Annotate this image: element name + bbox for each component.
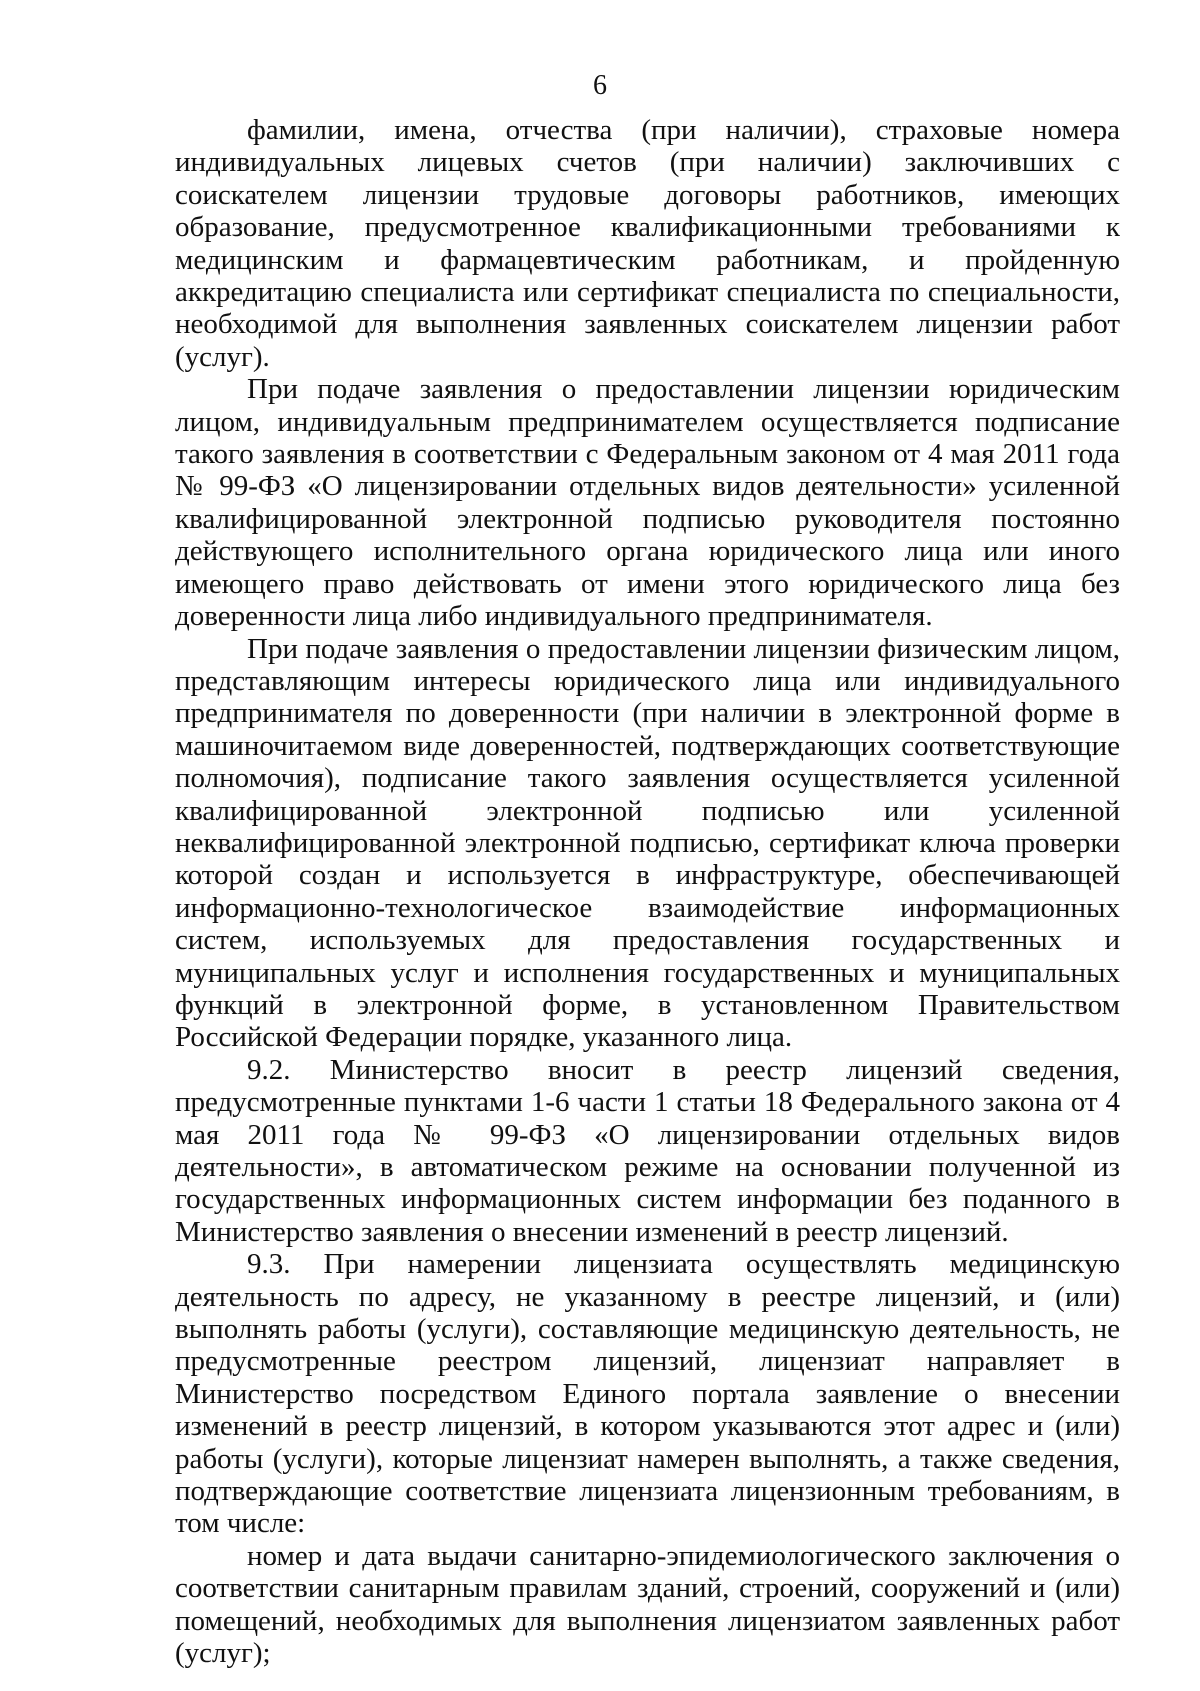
paragraph-representative-signature: При подаче заявления о предоставлении лицензии физическим лицом, представляющим интересы юридического лица или индивидуального предпринимателя по доверенности (при наличии в электронной форме в машиночитаемом виде доверенностей, подтверждающих соответствующие полномочия), подписание такого заявления осуществляется усиленной квалифицированной электронной подписью или усиленной неквалифицированной электронной подписью, сертификат ключа проверки которой создан и используется в инфраструктуре, обеспечивающей информационно-технологическое взаимодействие информационных систем, используемых для предоставления государственных и муниципальных услуг и исполнения государственных и муниципальных функций в электронной форме, в установленном Правительством Российской Федерации порядке, указанного лица. bbox=[175, 632, 1120, 1054]
document-body bbox=[175, 114, 1120, 1670]
page-number: 6 bbox=[593, 70, 607, 101]
paragraph-sanitary-conclusion: номер и дата выдачи санитарно-эпидемиологического заключения о соответствии санитарным правилам зданий, строений, сооружений и (или) помещений, необходимых для выполнения лицензиатом заявленных работ (услуг); bbox=[175, 1539, 1120, 1670]
paragraph-legal-entity-signature: При подаче заявления о предоставлении лицензии юридическим лицом, индивидуальным предпринимателем осуществляется подписание такого заявления в соответствии с Федеральным законом от 4 мая 2011 года № 99-ФЗ «О лицензировании отдельных видов деятельности» усиленной квалифицированной электронной подписью руководителя постоянно действующего исполнительного органа юридического лица или иного имеющего право действовать от имени этого юридического лица без доверенности лица либо индивидуального предпринимателя. bbox=[175, 373, 1120, 633]
paragraph-employees-info: фамилии, имена, отчества (при наличии), страховые номера индивидуальных лицевых счетов (при наличии) заключивших с соискателем лицензии трудовые договоры работников, имеющих образование, предусмотренное квалификационными требованиями к медицинским и фармацевтическим работникам, и пройденную аккредитацию специалиста или сертификат специалиста по специальности, необходимой для выполнения заявленных соискателем лицензии работ (услуг). bbox=[175, 114, 1120, 373]
paragraph-9-3: 9.3. При намерении лицензиата осуществлять медицинскую деятельность по адресу, не указанному в реестре лицензий, и (или) выполнять работы (услуги), составляющие медицинскую деятельность, не предусмотренные реестром лицензий, лицензиат направляет в Министерство посредством Единого портала заявление о внесении изменений в реестр лицензий, в котором указываются этот адрес и (или) работы (услуги), которые лицензиат намерен выполнять, а также сведения, подтверждающие соответствие лицензиата лицензионным требованиям, в том числе: bbox=[175, 1248, 1120, 1540]
paragraph-9-2: 9.2. Министерство вносит в реестр лицензий сведения, предусмотренные пунктами 1-6 части 1 статьи 18 Федерального закона от 4 мая 2011 года № 99-ФЗ «О лицензировании отдельных видов деятельности», в автоматическом режиме на основании полученной из государственных информационных систем информации без поданного в Министерство заявления о внесении изменений в реестр лицензий. bbox=[175, 1053, 1120, 1248]
